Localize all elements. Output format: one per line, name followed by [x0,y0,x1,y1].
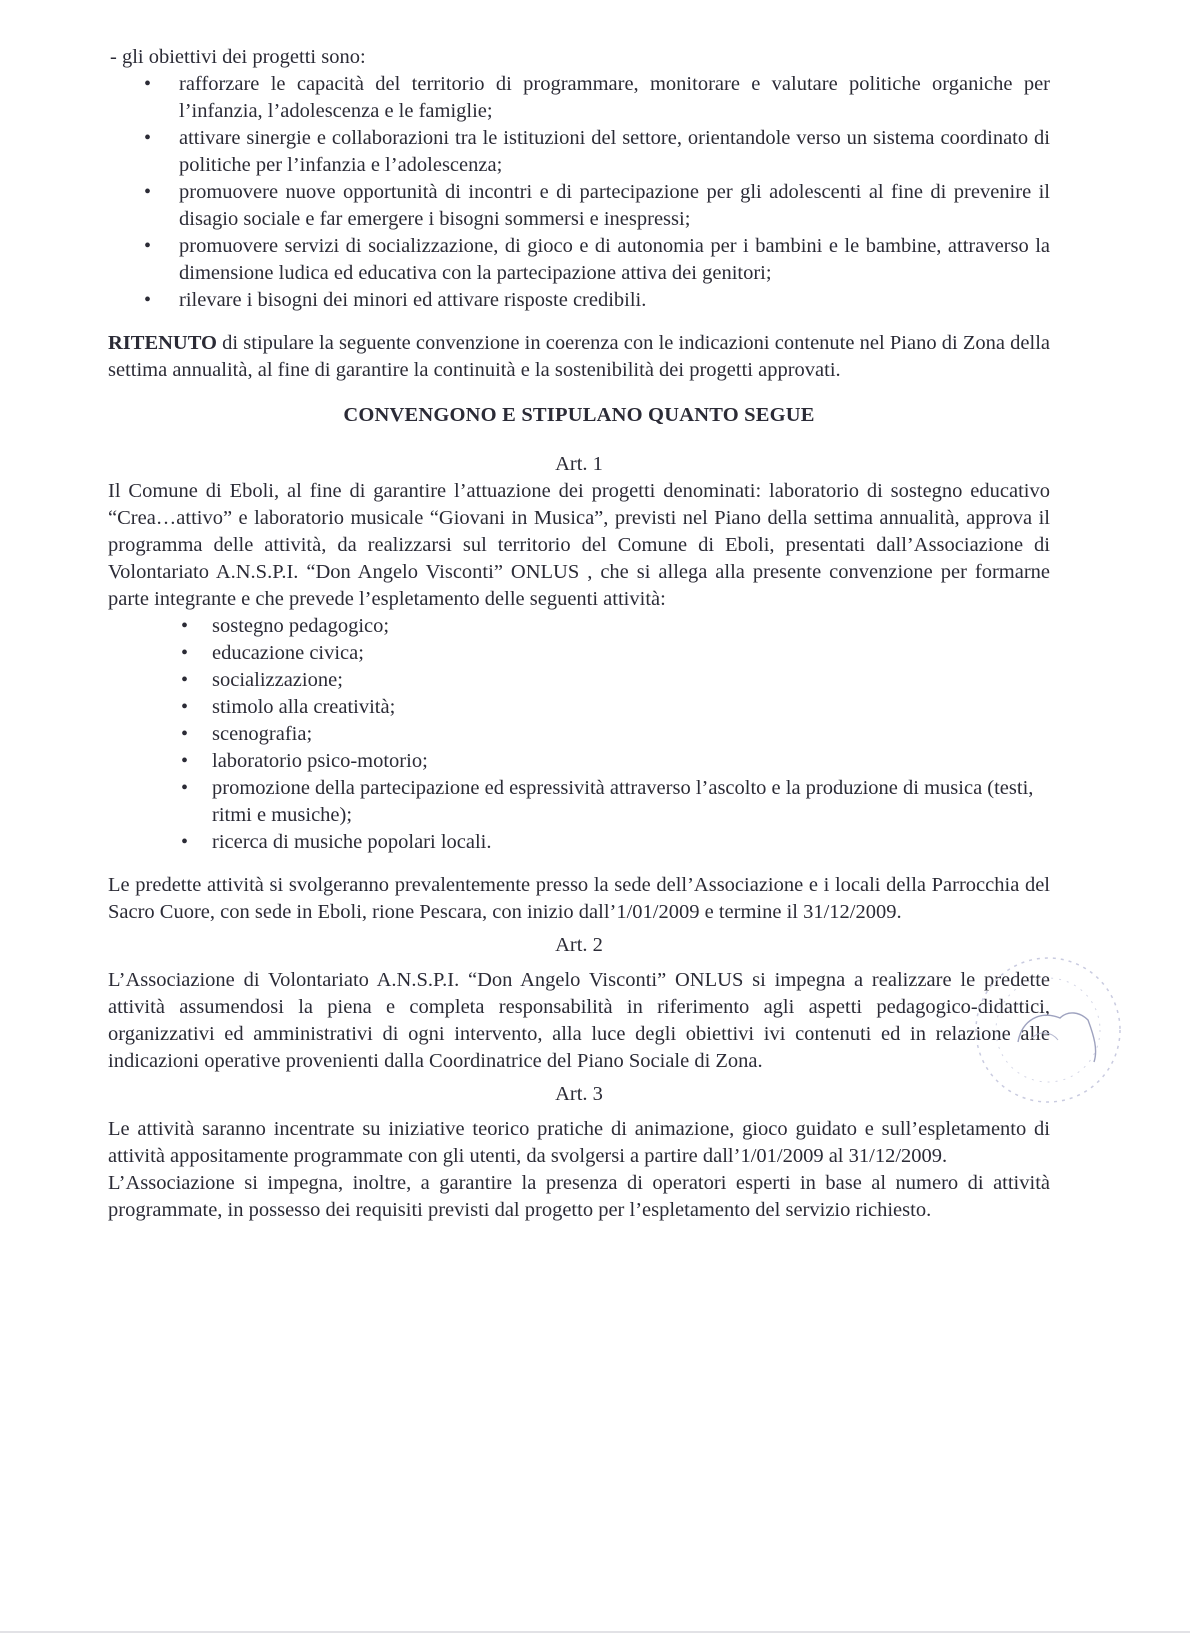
activity-item: • ricerca di musiche popolari locali. [212,829,1050,856]
document-body [108,44,1050,1224]
activity-item: • promozione della partecipazione ed espressività attraverso l’ascolto e la produzione di musica (testi, ritmi e musiche); [212,775,1050,829]
objectives-intro: - gli obiettivi dei progetti sono: [110,46,366,68]
objective-item: • rilevare i bisogni dei minori ed attivare risposte credibili. [179,287,1050,314]
article-1-location-text: Le predette attività si svolgeranno prevalentemente presso la sede dell’Associazione e i locali della Parrocchia del Sacro Cuore, con sede in Eboli, rione Pescara, con inizio dall’1/01/2009 e termine il 31/12/2009. [108,874,1050,923]
ritenuto-keyword: RITENUTO [108,332,217,354]
article-1-text: Il Comune di Eboli, al fine di garantire l’attuazione dei progetti denominati: laboratorio di sostegno educativo “Crea…attivo” e laboratorio musicale “Giovani in Musica”, previsti nel Piano della settima annualità, approva il programma delle attività, da realizzarsi sul territorio del Comune di Eboli, presentati dall’Associazione di Volontariato A.N.S.P.I. “Don Angelo Visconti” ONLUS , che si allega alla presente convenzione per formarne parte integrante e che prevede l’espletamento delle seguenti attività: [108,480,1050,610]
activity-item: • stimolo alla creatività; [212,694,1050,721]
article-1-title: Art. 1 [555,453,603,475]
article-2-title: Art. 2 [555,934,603,956]
activity-item: • socializzazione; [212,667,1050,694]
ritenuto-text: di stipulare la seguente convenzione in coerenza con le indicazioni contenute nel Piano di Zona della settima annualità, al fine di garantire la continuità e la sostenibilità dei progetti approvati. [108,332,1050,381]
activities-list [108,613,1050,856]
objective-item: • promuovere nuove opportunità di incontri e di partecipazione per gli adolescenti al fine di prevenire il disagio sociale e far emergere i bisogni sommersi e inespressi; [179,179,1050,233]
activity-item: • scenografia; [212,721,1050,748]
article-3-text: Le attività saranno incentrate su iniziative teorico pratiche di animazione, gioco guidato e sull’espletamento di attività appositamente programmate con gli utenti, da svolgersi a partire dall’1/01/2009 al 31/12/2009. [108,1118,1050,1167]
ritenuto-paragraph [108,330,1050,384]
objective-item: • attivare sinergie e collaborazioni tra le istituzioni del settore, orientandole verso un sistema coordinato di politiche per l’infanzia e l’adolescenza; [179,125,1050,179]
activity-item: • laboratorio psico-motorio; [212,748,1050,775]
objective-item: • rafforzare le capacità del territorio di programmare, monitorare e valutare politiche organiche per l’infanzia, l’adolescenza e le famiglie; [179,71,1050,125]
article-3-text-continued: L’Associazione si impegna, inoltre, a garantire la presenza di operatori esperti in base al numero di attività programmate, in possesso dei requisiti previsti dal progetto per l’espletamento del servizio richiesto. [108,1172,1050,1221]
activity-item: • sostegno pedagogico; [212,613,1050,640]
objectives-list [108,71,1050,314]
page-edge-line [0,1631,1190,1633]
objective-item: • promuovere servizi di socializzazione, di gioco e di autonomia per i bambini e le bambine, attraverso la dimensione ludica ed educativa con la partecipazione attiva dei genitori; [179,233,1050,287]
article-2-text: L’Associazione di Volontariato A.N.S.P.I. “Don Angelo Visconti” ONLUS si impegna a realizzare le predette attività assumendosi la piena e completa responsabilità in riferimento agli aspetti pedagogico-didattici, organizzativi ed amministrativi di ogni intervento, alla luce degli obiettivi ivi contenuti ed in relazione alle indicazioni operative provenienti dalla Coordinatrice del Piano Sociale di Zona. [108,969,1050,1072]
activity-item: • educazione civica; [212,640,1050,667]
article-3-title: Art. 3 [555,1083,603,1105]
section-heading: CONVENGONO E STIPULANO QUANTO SEGUE [343,404,815,426]
